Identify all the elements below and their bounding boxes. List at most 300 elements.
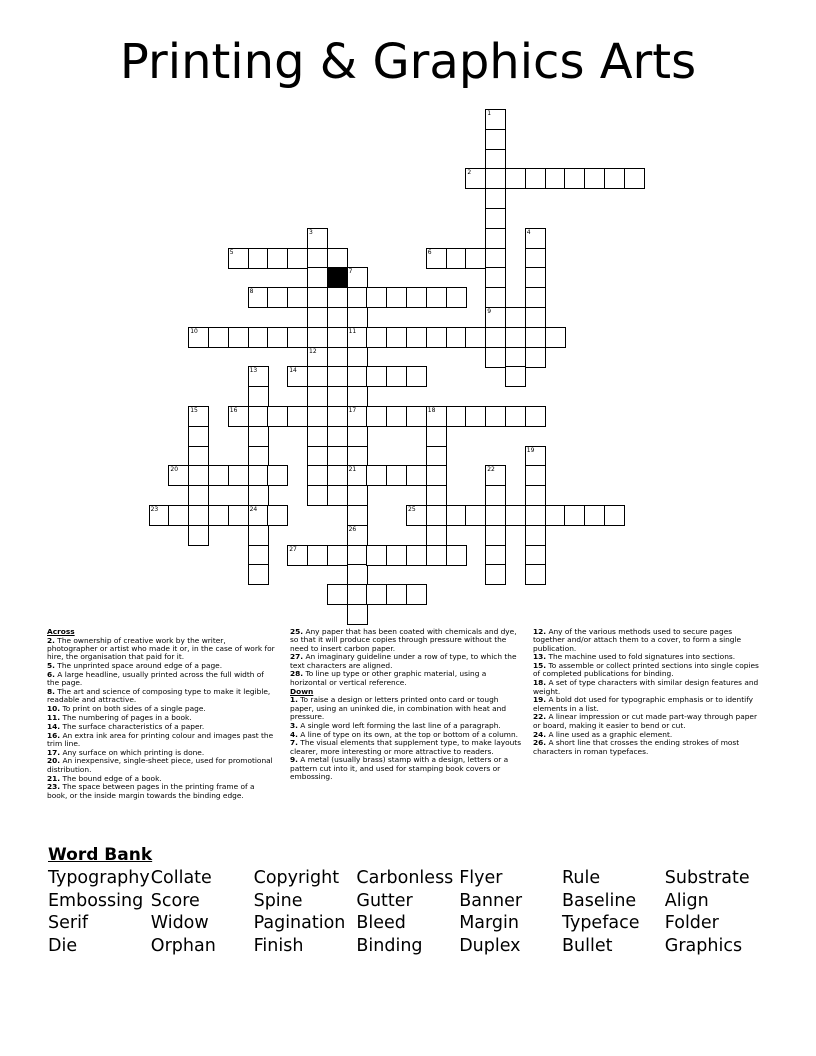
grid-cell[interactable] (584, 168, 605, 189)
clue (533, 679, 761, 696)
clue-text: The space between pages in the printing frame of a book, or the inside margin towards the binding edge. (47, 782, 255, 800)
grid-cell[interactable] (168, 505, 189, 526)
grid-cell[interactable] (248, 426, 269, 447)
grid-cell[interactable] (525, 347, 546, 368)
grid-cell[interactable] (505, 366, 526, 387)
word-bank-word: Serif (48, 913, 89, 933)
grid-block (327, 267, 348, 288)
word-bank-word: Margin (459, 913, 519, 933)
grid-cell[interactable] (485, 545, 506, 566)
grid-cell[interactable] (386, 545, 407, 566)
clue-text: The unprinted space around edge of a page. (54, 661, 223, 671)
grid-cell[interactable] (426, 327, 447, 348)
grid-cell[interactable] (307, 386, 328, 407)
clue (290, 670, 522, 687)
grid-cell[interactable] (287, 327, 308, 348)
grid-cell[interactable] (307, 465, 328, 486)
grid-cell[interactable] (406, 545, 427, 566)
grid-cell[interactable] (327, 406, 348, 427)
clue-text: A single word left forming the last line of a paragraph. (297, 720, 501, 730)
clue-number: 7 (348, 268, 353, 276)
grid-cell[interactable] (485, 485, 506, 506)
word-bank-word: Bullet (562, 935, 613, 956)
word-bank-word: Collate (150, 868, 212, 888)
clue-number: 25 (408, 506, 416, 513)
clue-text: The numbering of pages in a book. (60, 712, 192, 722)
clue-text: A short line that crosses the ending strokes of most characters in roman typefaces. (533, 738, 740, 756)
clue-text: A line of type on its own, at the top or bottom of a column. (297, 729, 518, 739)
clue-number: 27. (290, 652, 304, 662)
grid-cell[interactable] (267, 465, 288, 486)
grid-cell[interactable] (347, 446, 368, 467)
grid-cell[interactable] (446, 406, 467, 427)
clue (47, 732, 277, 749)
grid-cell[interactable] (525, 564, 546, 585)
grid-cell[interactable] (366, 287, 387, 308)
grid-cell[interactable] (347, 267, 368, 288)
clue-text: The visual elements that supplement type, to make layouts clearer, more interesting or more attractive to readers. (290, 738, 522, 756)
clue-text: A line used as a graphic element. (546, 729, 673, 739)
clue (47, 637, 277, 662)
grid-cell[interactable] (525, 465, 546, 486)
grid-cell[interactable] (485, 307, 506, 328)
grid-cell[interactable] (347, 485, 368, 506)
grid-cell[interactable] (485, 564, 506, 585)
clue-number: 13 (249, 367, 258, 375)
grid-cell[interactable] (327, 545, 348, 566)
clue-number: 11. (47, 712, 61, 722)
grid-cell[interactable] (307, 327, 328, 348)
grid-cell[interactable] (307, 366, 328, 387)
clue-text: The bound edge of a book. (60, 773, 162, 783)
grid-cell[interactable] (267, 505, 288, 526)
grid-cell[interactable] (168, 465, 189, 486)
grid-cell[interactable] (525, 327, 546, 348)
grid-cell[interactable] (485, 287, 506, 308)
clue-number: 9 (487, 308, 492, 315)
grid-cell[interactable] (366, 406, 387, 427)
clue-number: 15. (533, 661, 547, 671)
grid-cell[interactable] (248, 485, 269, 506)
grid-cell[interactable] (248, 386, 269, 407)
grid-cell[interactable] (208, 465, 229, 486)
grid-cell[interactable] (584, 505, 605, 526)
word-bank-word: Orphan (150, 935, 216, 956)
clue-number: 22. (533, 712, 547, 722)
word-bank-word: Carbonless (356, 868, 454, 888)
clue (533, 662, 761, 679)
clue-number: 13. (533, 652, 547, 662)
grid-cell[interactable] (267, 327, 288, 348)
grid-cell[interactable] (426, 505, 447, 526)
grid-cell[interactable] (525, 287, 546, 308)
clue-number: 16. (47, 730, 61, 740)
clue-number: 28. (290, 669, 304, 679)
clue-number: 24 (249, 506, 258, 513)
grid-cell[interactable] (366, 366, 387, 387)
clue-text: An imaginary guideline under a row of type, to which the text characters are aligned. (290, 652, 517, 670)
clue-text: To assemble or collect printed sections into single copies of completed publications for binding. (533, 661, 759, 679)
clue-text: A set of type characters with similar design features and weight. (533, 678, 759, 696)
grid-cell[interactable] (347, 366, 368, 387)
grid-cell[interactable] (307, 545, 328, 566)
grid-cell[interactable] (307, 307, 328, 328)
clue-number: 15 (190, 407, 198, 414)
clue (47, 783, 277, 800)
grid-cell[interactable] (465, 248, 486, 269)
grid-cell[interactable] (307, 347, 328, 368)
grid-cell[interactable] (426, 465, 447, 486)
clue-number: 1 (487, 110, 492, 117)
clue-text: Any surface on which printing is done. (60, 747, 205, 757)
grid-cell[interactable] (307, 485, 328, 506)
grid-cell[interactable] (406, 327, 427, 348)
clue-text: To raise a design or letters printed onto card or tough paper, using an uninked die, in combination with heat and pressure. (290, 695, 507, 721)
grid-cell[interactable] (366, 465, 387, 486)
grid-cell[interactable] (248, 545, 269, 566)
word-bank-word: Die (48, 935, 78, 956)
clue (533, 696, 761, 713)
word-bank-word: Score (150, 890, 200, 911)
grid-cell[interactable] (485, 465, 506, 486)
grid-cell[interactable] (386, 287, 407, 308)
grid-cell[interactable] (347, 386, 368, 407)
grid-cell[interactable] (267, 248, 288, 269)
grid-cell[interactable] (485, 406, 506, 427)
grid-cell[interactable] (505, 505, 526, 526)
grid-cell[interactable] (485, 109, 506, 130)
clue-number: 6. (47, 669, 55, 679)
grid-cell[interactable] (525, 267, 546, 288)
word-bank-word: Embossing (48, 890, 144, 911)
word-bank-word: Graphics (664, 935, 743, 956)
grid-cell[interactable] (485, 267, 506, 288)
grid-cell[interactable] (426, 545, 447, 566)
grid-cell[interactable] (327, 584, 348, 605)
grid-cell[interactable] (485, 327, 506, 348)
word-bank-word: Binding (356, 935, 423, 956)
clue-number: 5. (47, 661, 55, 671)
clue-number: 7. (290, 738, 298, 748)
grid-cell[interactable] (327, 446, 348, 467)
word-bank-word: Pagination (253, 913, 346, 933)
clue (533, 628, 761, 653)
clue-number: 4 (526, 228, 531, 236)
word-bank-word: Rule (562, 868, 601, 888)
clue (47, 688, 277, 705)
grid-cell[interactable] (446, 327, 467, 348)
grid-cell[interactable] (525, 525, 546, 546)
grid-cell[interactable] (465, 406, 486, 427)
grid-cell[interactable] (426, 446, 447, 467)
grid-cell[interactable] (287, 366, 308, 387)
grid-cell[interactable] (228, 327, 249, 348)
grid-cell[interactable] (287, 545, 308, 566)
clue-number: 8. (47, 687, 55, 697)
grid-cell[interactable] (347, 406, 368, 427)
clue-text: The art and science of composing type to make it legible, readable and attractive. (47, 687, 271, 705)
clue-number: 2. (47, 635, 55, 645)
clue-number: 17 (348, 407, 357, 414)
clue-text: The surface characteristics of a paper. (60, 721, 205, 731)
clue (533, 713, 761, 730)
word-bank-word: Flyer (459, 868, 503, 888)
grid-cell[interactable] (188, 406, 209, 427)
grid-cell[interactable] (525, 446, 546, 467)
grid-cell[interactable] (307, 446, 328, 467)
grid-cell[interactable] (347, 505, 368, 526)
grid-cell[interactable] (505, 406, 526, 427)
clue-number: 18 (427, 407, 436, 414)
grid-cell[interactable] (188, 485, 209, 506)
clue-number: 26. (533, 738, 547, 748)
grid-cell[interactable] (386, 584, 407, 605)
clue-section-header: Across (47, 627, 75, 636)
clue-number: 25. (290, 627, 304, 636)
clue-number: 5 (229, 248, 234, 256)
grid-cell[interactable] (485, 188, 506, 209)
clue (290, 628, 522, 653)
grid-cell[interactable] (426, 525, 447, 546)
grid-cell[interactable] (485, 525, 506, 546)
grid-cell[interactable] (386, 406, 407, 427)
grid-cell[interactable] (188, 465, 209, 486)
grid-cell[interactable] (228, 465, 249, 486)
grid-cell[interactable] (347, 564, 368, 585)
clue-number: 20 (170, 466, 179, 474)
word-bank-word: Duplex (459, 935, 521, 956)
word-bank-title: Word Bank (48, 845, 153, 865)
grid-cell[interactable] (327, 386, 348, 407)
clue-number: 21. (47, 773, 61, 783)
grid-cell[interactable] (426, 248, 447, 269)
grid-cell[interactable] (208, 327, 229, 348)
word-bank-word: Typography (48, 868, 150, 888)
grid-cell[interactable] (307, 228, 328, 249)
grid-cell[interactable] (228, 248, 249, 269)
grid-cell[interactable] (248, 446, 269, 467)
grid-cell[interactable] (386, 366, 407, 387)
grid-cell[interactable] (208, 505, 229, 526)
grid-cell[interactable] (406, 584, 427, 605)
word-bank-word: Baseline (562, 890, 637, 911)
grid-cell[interactable] (347, 525, 368, 546)
grid-cell[interactable] (505, 307, 526, 328)
grid-cell[interactable] (228, 406, 249, 427)
grid-cell[interactable] (505, 168, 526, 189)
grid-cell[interactable] (386, 327, 407, 348)
clue-text: An extra ink area for printing colour and images past the trim line. (47, 730, 274, 748)
grid-cell[interactable] (188, 505, 209, 526)
clue-number: 23 (150, 506, 159, 513)
clue-number: 1. (290, 695, 298, 705)
grid-cell[interactable] (545, 327, 566, 348)
grid-cell[interactable] (307, 426, 328, 447)
clue-text: The machine used to fold signatures into sections. (546, 652, 736, 662)
grid-cell[interactable] (485, 149, 506, 170)
clue (290, 739, 522, 756)
grid-cell[interactable] (347, 584, 368, 605)
grid-cell[interactable] (604, 505, 625, 526)
clue-number: 9. (290, 755, 298, 765)
grid-cell[interactable] (426, 485, 447, 506)
clue-text: Any of the various methods used to secure pages together and/or attach them to a cover, to form a single publication. (533, 627, 742, 653)
grid-cell[interactable] (564, 168, 585, 189)
grid-cell[interactable] (485, 129, 506, 150)
grid-cell[interactable] (248, 525, 269, 546)
grid-cell[interactable] (347, 287, 368, 308)
grid-cell[interactable] (525, 307, 546, 328)
grid-cell[interactable] (406, 287, 427, 308)
page-title: Printing & Graphics Arts (119, 34, 697, 90)
grid-cell[interactable] (525, 545, 546, 566)
grid-cell[interactable] (248, 505, 269, 526)
grid-cell[interactable] (248, 564, 269, 585)
clue-number: 24. (533, 729, 547, 739)
grid-cell[interactable] (485, 208, 506, 229)
clue (47, 671, 277, 688)
clue-number: 23. (47, 782, 61, 792)
grid-cell[interactable] (485, 347, 506, 368)
grid-cell[interactable] (188, 327, 209, 348)
grid-cell[interactable] (545, 168, 566, 189)
grid-cell[interactable] (347, 327, 368, 348)
clue-number: 6 (427, 248, 432, 256)
grid-cell[interactable] (307, 267, 328, 288)
grid-cell[interactable] (525, 228, 546, 249)
word-bank-word: Bleed (356, 913, 406, 933)
grid-cell[interactable] (188, 525, 209, 546)
grid-cell[interactable] (525, 168, 546, 189)
grid-cell[interactable] (228, 505, 249, 526)
grid-cell[interactable] (327, 248, 348, 269)
grid-cell[interactable] (327, 327, 348, 348)
clue-text: Any paper that has been coated with chemicals and dye, so that it will produce copies through pressure without the need to insert carbon paper. (290, 627, 517, 653)
clue-number: 22 (487, 466, 495, 474)
grid-cell[interactable] (307, 406, 328, 427)
grid-cell[interactable] (426, 426, 447, 447)
word-bank-word: Typeface (562, 913, 640, 933)
grid-cell[interactable] (248, 465, 269, 486)
grid-cell[interactable] (347, 465, 368, 486)
grid-cell[interactable] (248, 406, 269, 427)
grid-cell[interactable] (307, 248, 328, 269)
grid-cell[interactable] (406, 465, 427, 486)
grid-cell[interactable] (327, 287, 348, 308)
grid-cell[interactable] (446, 248, 467, 269)
grid-cell[interactable] (525, 248, 546, 269)
grid-cell[interactable] (465, 327, 486, 348)
grid-cell[interactable] (426, 287, 447, 308)
grid-cell[interactable] (248, 366, 269, 387)
grid-cell[interactable] (327, 485, 348, 506)
grid-cell[interactable] (287, 248, 308, 269)
grid-cell[interactable] (188, 426, 209, 447)
grid-cell[interactable] (327, 366, 348, 387)
grid-cell[interactable] (465, 505, 486, 526)
clue-number: 12 (309, 347, 317, 355)
clue-number: 26 (348, 525, 357, 533)
grid-cell[interactable] (267, 287, 288, 308)
grid-cell[interactable] (248, 248, 269, 269)
word-bank-word: Spine (253, 890, 303, 911)
grid-cell[interactable] (248, 327, 269, 348)
grid-cell[interactable] (446, 545, 467, 566)
grid-cell[interactable] (347, 426, 368, 447)
clues-column-3 (533, 628, 761, 756)
grid-cell[interactable] (287, 287, 308, 308)
grid-cell[interactable] (287, 406, 308, 427)
grid-cell[interactable] (525, 406, 546, 427)
grid-cell[interactable] (347, 307, 368, 328)
grid-cell[interactable] (386, 465, 407, 486)
grid-cell[interactable] (366, 327, 387, 348)
clue-number: 14 (289, 367, 297, 375)
clue-text: A large headline, usually printed across the full width of the page. (47, 669, 264, 688)
clues-column-1 (47, 628, 277, 800)
grid-cell[interactable] (465, 168, 486, 189)
grid-cell[interactable] (485, 248, 506, 269)
grid-cell[interactable] (347, 604, 368, 625)
grid-cell[interactable] (327, 347, 348, 368)
clue-number: 27 (289, 545, 297, 553)
grid-cell[interactable] (406, 406, 427, 427)
clue-number: 17. (47, 747, 61, 757)
clue-number: 3 (309, 228, 313, 236)
grid-cell[interactable] (307, 287, 328, 308)
grid-cell[interactable] (564, 505, 585, 526)
clue (290, 653, 522, 670)
grid-cell[interactable] (347, 545, 368, 566)
grid-cell[interactable] (525, 485, 546, 506)
grid-cell[interactable] (624, 168, 645, 189)
clue (533, 739, 761, 756)
grid-cell[interactable] (188, 446, 209, 467)
clue-number: 19. (533, 695, 547, 705)
grid-cell[interactable] (406, 366, 427, 387)
grid-cell[interactable] (327, 465, 348, 486)
grid-cell[interactable] (485, 168, 506, 189)
grid-cell[interactable] (347, 347, 368, 368)
grid-cell[interactable] (505, 347, 526, 368)
grid-cell[interactable] (525, 505, 546, 526)
grid-cell[interactable] (485, 228, 506, 249)
clue-text: An inexpensive, single-sheet piece, used for promotional distribution. (47, 756, 273, 774)
clue (290, 756, 522, 781)
clue-section-header: Down (290, 686, 314, 696)
clue-number: 8 (249, 288, 254, 296)
grid-cell[interactable] (366, 584, 387, 605)
word-bank-word: Copyright (253, 868, 340, 888)
grid-cell[interactable] (505, 327, 526, 348)
grid-cell[interactable] (149, 505, 170, 526)
grid-cell[interactable] (366, 545, 387, 566)
clues-column-2 (290, 628, 522, 782)
grid-cell[interactable] (545, 505, 566, 526)
clue-text: A linear impression or cut made part-way through paper or board, making it easier to bend or cut. (533, 712, 758, 730)
grid-cell[interactable] (426, 406, 447, 427)
grid-cell[interactable] (446, 287, 467, 308)
grid-cell[interactable] (485, 505, 506, 526)
grid-cell[interactable] (248, 287, 269, 308)
grid-cell[interactable] (267, 406, 288, 427)
clue-text: The ownership of creative work by the writer, photographer or artist who made it or, in the case of work for hire, the organisation that paid for it. (47, 635, 275, 662)
word-bank-word: Banner (459, 890, 523, 911)
grid-cell[interactable] (406, 505, 427, 526)
grid-cell[interactable] (327, 426, 348, 447)
grid-cell[interactable] (604, 168, 625, 189)
grid-cell[interactable] (446, 505, 467, 526)
